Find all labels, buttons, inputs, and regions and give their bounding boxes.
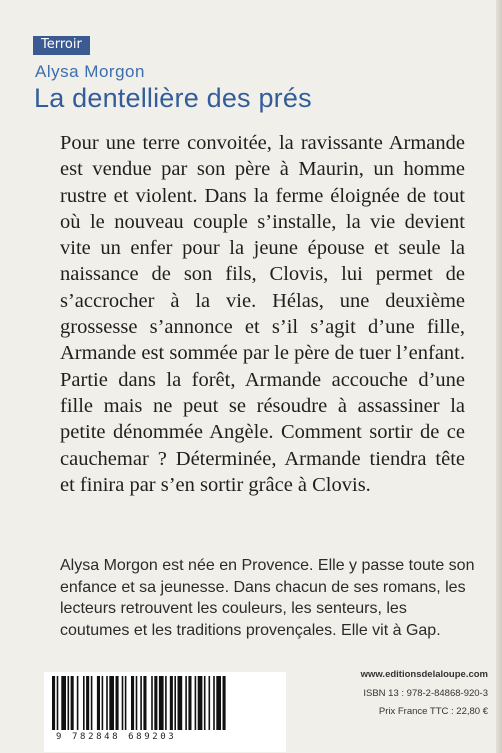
book-title: La dentellière des prés xyxy=(34,83,312,113)
collection-badge: Terroir xyxy=(33,36,90,55)
book-summary: Pour une terre convoitée, la ravissante Armande est vendue par son père à Maurin, un homme rustre et violent. Dans la ferme éloignée de tout où le nouveau couple s’installe, la vie devient vite un enfer pour la jeune épouse et seule la naissance de son fils, Clovis, lui permet de s’accrocher à la vie. Hélas, une deuxième grossesse s’annonce et s’il s’agit d’une fille, Armande est sommée par le père de tuer l’enfant. Partie dans la forêt, Armande accouche d’une fille mais ne peut se résoudre à assassiner la petite dénommée Angèle. Comment sortir de ce cauchemar ? Déterminée, Armande tiendra tête et finira par s’en sortir grâce à Clovis. xyxy=(60,132,465,496)
price-label: Prix France TTC : 22,80 € xyxy=(378,706,488,717)
author-bio: Alysa Morgon est née en Provence. Elle y passe toute son enfance et sa jeunesse. Dans chacun de ses romans, les lecteurs retrouvent les couleurs, les senteurs, les coutumes et les traditions provençales. Elle vit à Gap. xyxy=(60,557,475,639)
barcode-digits: 9 782848 689203 xyxy=(56,732,177,742)
barcode xyxy=(44,672,286,752)
publisher-website: www.editionsdelaloupe.com xyxy=(360,669,488,680)
isbn-number: ISBN 13 : 978-2-84868-920-3 xyxy=(363,688,488,699)
barcode-bars xyxy=(52,676,278,732)
author-name: Alysa Morgon xyxy=(35,62,145,81)
page-edge xyxy=(496,0,502,753)
